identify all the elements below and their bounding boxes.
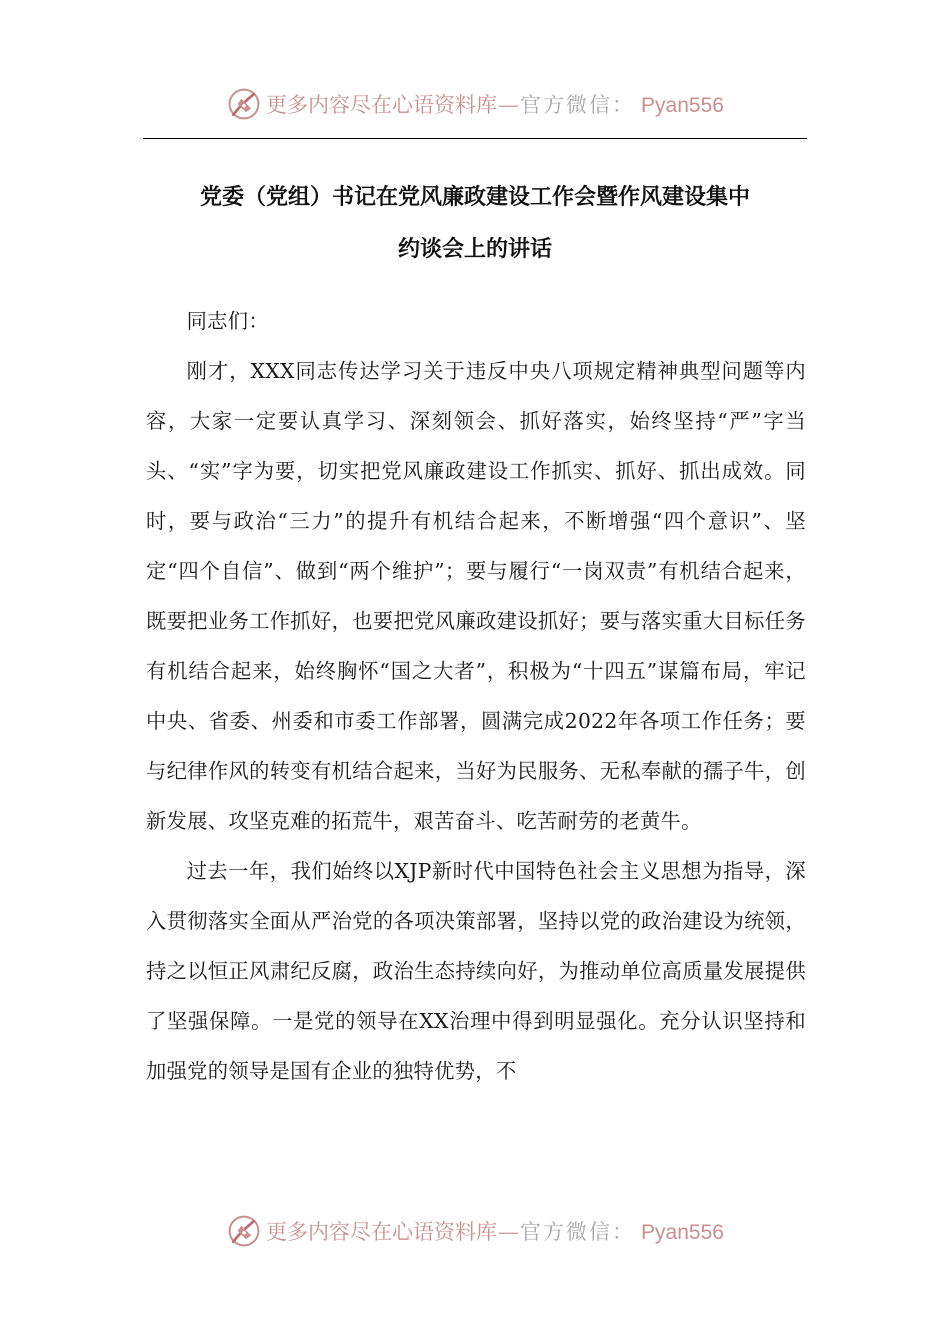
pen-nib-logo-icon <box>226 86 262 122</box>
header-banner-text <box>266 89 724 119</box>
banner-colon: ： <box>612 93 634 117</box>
banner-wechat-label: 官方微信 <box>520 1220 613 1244</box>
header-watermark-banner <box>0 84 950 124</box>
body-paragraph: 过去一年，我们始终以XJP新时代中国特色社会主义思想为指导，深入贯彻落实全面从严治党的各项决策部署，坚持以党的政治建设为统领，持之以恒正风肃纪反腐，政治生态持续向好，为推动单位高质量发展提供了坚强保障。一是党的领导在XX治理中得到明显强化。充分认识坚持和加强党的领导是国有企业的独特优势，不 <box>146 859 806 1083</box>
header-divider <box>143 138 807 139</box>
title-line-2: 约谈会上的讲话 <box>397 237 552 262</box>
banner-main-text: 更多内容尽在心语资料库 <box>266 93 498 117</box>
banner-main-text: 更多内容尽在心语资料库 <box>266 1220 498 1244</box>
footer-watermark-banner <box>0 1211 950 1251</box>
banner-dash: — <box>498 93 520 117</box>
pen-nib-logo-icon <box>226 1213 262 1249</box>
footer-banner-text <box>266 1216 724 1246</box>
title-line-1: 党委（党组）书记在党风廉政建设工作会暨作风建设集中 <box>199 185 750 210</box>
body-paragraph: 刚才，XXX同志传达学习关于违反中央八项规定精神典型问题等内容，大家一定要认真学习、深刻领会、抓好落实，始终坚持“严”字当头、“实”字为要，切实把党风廉政建设工作抓实、抓好、抓出成效。同时，要与政治“三力”的提升有机结合起来，不断增强“四个意识”、坚定“四个自信”、做到“两个维护”；要与履行“一岗双责”有机结合起来，既要把业务工作抓好，也要把党风廉政建设抓好；要与落实重大目标任务有机结合起来，始终胸怀“国之大者”，积极为“十四五”谋篇布局，牢记中央、省委、州委和市委工作部署，圆满完成2022年各项工作任务；要与纪律作风的转变有机结合起来，当好为民服务、无私奉献的孺子牛，创新发展、攻坚克难的拓荒牛，艰苦奋斗、吃苦耐劳的老黄牛。 <box>146 359 806 833</box>
banner-colon: ： <box>612 1220 634 1244</box>
salutation: 同志们： <box>186 309 269 333</box>
banner-wechat-id: Pyan556 <box>641 94 724 117</box>
banner-wechat-id: Pyan556 <box>641 1221 724 1244</box>
document-title <box>143 172 807 276</box>
document-body <box>146 296 806 1096</box>
banner-wechat-label: 官方微信 <box>520 93 613 117</box>
banner-dash: — <box>498 1220 520 1244</box>
